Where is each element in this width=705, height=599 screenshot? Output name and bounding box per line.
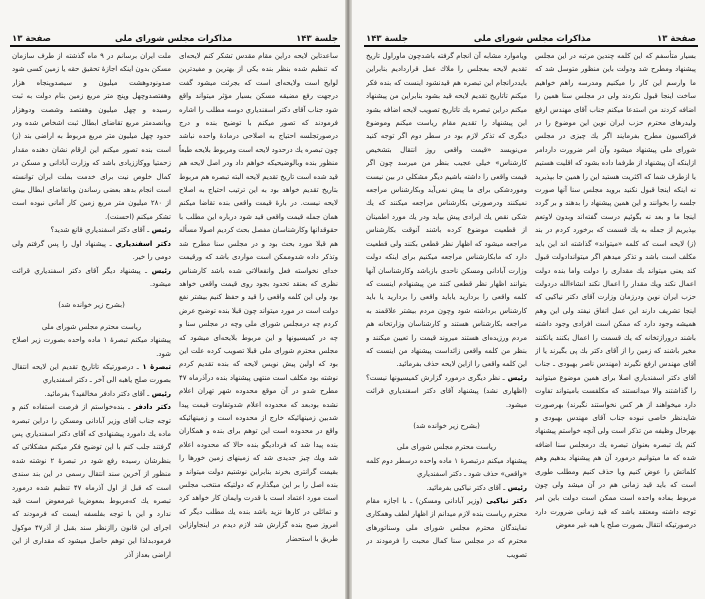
speaker-name: دكتر دادفر: [130, 403, 171, 412]
speaker-paragraph: [366, 372, 527, 412]
centered-heading: (بشرح زير خوانده شد): [413, 421, 480, 430]
speaker-name: رئيس: [149, 226, 171, 235]
speech-text: ـ آقاى دكتر اسفندياري قانع شديد؟: [50, 226, 150, 235]
speaker-name: دكتر اسفندياري: [111, 239, 171, 248]
right-page: [352, 0, 705, 599]
session-label: جلسة ۱۴۳: [366, 34, 408, 44]
page-header: [12, 30, 338, 44]
centered-heading: (بشرح زير خوانده شد): [58, 301, 125, 310]
centered-heading: رياست محترم مجلس شوراى ملى: [41, 322, 142, 331]
speaker-paragraph: [12, 238, 171, 265]
body-paragraph: ملت ايران برسانم در ۹ ماه گذشته از طرف سازمان مسكن بدون اينكه اجازهٔ تحقيق حقه يا زمين كسى شود صدونودوهشت ميليون و سيصدوپنجاه هزار وهفتصدوچهل وپنج متر مربع زمين بنام دولت به ثبت رسيده و چهل ميليون وهفتصد وشصت ودوهزار وپانصدمتر مربع تقاضاى ابطال ثبت اشخاص شده ودر حدود چهل ميليون متر مربع مربوط به اراضى بند (ز) است بنده تصور ميكنم اين ارقام نشان دهنده مقدار زحمتيا ووكاززيادى باشد كه وزارت آبادانى و مسكن در كمال خلوص نيت براى خدمت بملت ايران توانسته است انجام بدهد بعضى رساندن وباتقاضاى ابطال بيش از ۲۸۰ ميليون متر مربع زمين كار آمانى نبوده است تشكر ميكنم (احسنت).: [12, 52, 171, 221]
session-label: جلسة ۱۴۳: [296, 34, 338, 44]
speaker-name: دكتر نياكيى: [482, 497, 527, 505]
body-paragraph: وياموارد مشابه آن انجام گرفته باشدچون ماوراول تاريخ تقديم لايحه بمجلس را ملاك عمل قرارداديم بنابراين بايددرانجام اين تبصره هم قيدنشود اينست كه بنده فكر ميكنم تاتاريخ تقديم لايحه قيد بشود بنابراين من پيشنهاد ميكنم دراين تبصره يك تاتاريخ تصويب لايحه اضافه بشود اين پيشنهاد را تقديم مقام رياست ميكنم وموضوع ديگرى كه تذكر لازم بود در سطر دوم اگر توجه كنيد مى‌نويسد «قيمت واقعى روز انتقال بتشخيص كارشناس» خيلى عجيب بنظر من ميرسد چون اگر قيمت واقعى را داشته باشيم ديگر مشكلى در بين نيست وموردشكى براى ما پيش نمى‌آيد وبكارشناس مراجعه نميكنند ودرصورتى بكارشناس مراجعه ميكنند كه يك شكى نقص يك ايرادى پيش بيايد ودر يك مورد اطمينان از قطعيت موضوع كرده باشند آنوقت بكارشناس مراجعه ميشود كه اظهار نظر قطعى بكنند ولى قطعيت دارد كه مابكارشناس مراجعه ميكنيم براى اينكه دولت وزارت آبادانى ومسكن ناحدى بازباشد وكارشناسان آنها بتوانند اظهار نظر قطعى كنند من پيشنهادم اينست كه كلمه واقعى را برداريد يابايد واقعى را برداريد يا بايد كارشناس برداشته شود وچون مردم بيشتر علاقمند به مراجعه بكارشناس هستند و كارشناسان وزارتخانه هم مردم ورزيده‌اى هستند ميروند قيمت را تعيين ميكنند و بنظر من كلمه واقعى زائداست پيشنهاد من اينست كه اين كلمه واقعى را ازاين لايحه حذف بفرمائيد.: [366, 52, 527, 369]
centered-heading: رياست محترم مجلس شوراى ملى: [396, 443, 497, 452]
page-number: صفحة ۱۳: [12, 34, 51, 44]
header-rule: [364, 45, 698, 47]
speech-text: ـ آقاى دكتر دادفر مخالفيد؟ بفرمائيد.: [44, 389, 150, 398]
left-page: [0, 0, 346, 599]
body-paragraph: ساعدتاين لايحه دراين مقام مقدس تشكر كنم لايحه‌اى كه تنظيم شده بنظر بنده يكى از بهترين و مفيدترين لوايح است ولايحه‌اى است كه بجرئت ميشود گفت درجهت رفع مضيقه مسكن بسيار مؤثر ميتواند واقع شود جناب آقاى دكتر اسفندياري دوسه مطلب را اشاره فرمودند كه تصور ميكنم با توضيح بنده و درج درصورتجلسه احتياج به اصلاحى درمادهٔ واحده نباشد چون تبصره يك درحدود لايحه است ومربوط بلايحه طبعاً منظور بنده وبالوضيحيكه خواهم داد ودر اصل لايحه هم قيد شده است تاريخ تقديم لايحه البته تبصره هم مربوط بتاريخ تقديم خواهد بود به اين ترتيب احتياج به اصلاح لايحه نيست. در بارهٔ قيمت واقعى بنده تقاضا ميكنم همان جمله قيمت واقعى قيد شود درباره اين مطلب با حقوقدانها وكارشناسان مفصل بحث كرديم اصولا مسأله هم قبلا مورد بحث بود و در مجلس سنا مطرح شد وتذكر داده شدوممكن است مواردى باشد كه ورقيمت خداى نخواسته فعل وانفعالاتى شده باشد كارشناس نظرى كه بعنقد تحدود بجود روى قيمت واقعى خواهد بود ولى اين كلمه واقعى را قيد و حفظ كنيم بيشتر نفع دولت است در مورد ميتواند چون قبلا بنده توضيح عرض كردم چه درمجلس شوراى ملى وچه در مجلس سنا و چه در كميسيونها و اين مربوط بلايحه‌اى ميشود كه مجلس محترم شوراى ملى قبلا تصويب كرده علت اين بود كه اولين پيش نويس لايحه كه بنده تقديم كردم نوشته بود مكلف است منتهى پيشنهاد بنده درآذرماه ۴۷ مطرح شدو در آن موقع محدوده شهر تهران اعلام نشده بودبعد كه محدوده اعلام شدوتفاوت قيمت پيدا شدبين زمينهائيكه خارج از محدوده است و زمينهائيكه واقع در محدوده است اين توهم براى بنده و همكاران بنده پيدا شد كه فرداديگو بنده حالا كه محدوده اعلام شد ويك چيز جديدى شد كه زمينهاى زمين خورها را بقيمت گرانترى بخرند بنابراين نوشتيم دولت ميتواند و بنده اصل را بر اين ميگذارم كه دولتيكه منتخب مجلس است مورد اعتماد است با قدرت وايمان كار خواهد كرد و تمائلى در كارها نزيد باشد بنده يك مطلب ديگر كه امروز صبح بنده گزارش شد لازم ديدم در اينجاوازاين طريق با استحضار: [179, 52, 338, 543]
left-column: [366, 50, 527, 562]
speaker-name: رئيس: [149, 389, 171, 398]
body-paragraph: پيشنهاد ميكنم درتبصرهٔ ۱ ماده واحده درسطر دوم كلمه «واقعى» حذف شود ـ دكتر اسفندياري: [366, 456, 527, 479]
page-number: صفحة ۱۳: [657, 34, 696, 44]
left-column: [12, 50, 171, 562]
right-column: [535, 50, 696, 562]
speaker-paragraph: [12, 265, 171, 292]
body-paragraph: پيشنهاد ميكنم تبصرهٔ ۱ ماده واحده بصورت زير اصلاح شود.: [12, 336, 171, 358]
text-columns: [12, 50, 338, 562]
speaker-paragraph: [12, 224, 171, 237]
running-title: مذاكرات مجلس شوراى ملى: [114, 34, 233, 44]
speaker-paragraph: [12, 361, 171, 388]
speaker-name: تبصرهٔ ۱: [138, 362, 171, 371]
speech-text: ـ پيشنهاد اول را پس گرفتم ولى دومى را خير.: [12, 239, 171, 262]
text-columns: [366, 50, 696, 562]
body-paragraph: بسيار متأسفم كه اين كلمه چندين مرتبه در اين مجلس پيشنهاد ومطرح شد ودولت باين منظور متوسل شد كه ما وارسم اين كار را ميكنيم ومدرسه راهم خواهيم ساخت اينجا قبول نكردند ولى در مجلس سنا همين را اضافه كردند من استدعا ميكنم جناب آقاى مهندس ارفع وليدرهاى محترم حزب ايران نوين اين موضوع را در فراكسيون مطرح بفرمايند اگر يك چيزى در مجلس شوراى ملى پيشنهاد ميشود وآن امر ضرورت داردامر ازاينكه آن پيشنهاد از طرفما داده بشود كه اقليت هستيم يا ازطرف شما كه اكثريت هستيد اين را همين جا بپذيريد نه اينكه اينجا قبول نكنيد برويد مجلس سنا آنها صورت جلسه را بخوانند و اين همين پيشنهاد را بدهند و بر گردد اينجا ما و بعد نه بگوئيم درست گفته‌اند وبدون لاوتعم بپذيريم از جمله به يك قسمت كه برخورد كردم در بند (ز) لايحه است كه كلمه «ميتواند» گذاشته اند اين بايد مكلف است باشد و تذكر ميدهم اگر ميتواندادولت قبول كند يعنى ميتواند يك مقدارى را دولت واما بنده دولت اعمال نكند ويك مقدار را اعمال نكند انشاءالله دردولت حزب ايران نوين ودرزمان وزارت آقاى دكتر نياكيى كه اينجا تشريف دارند اين عمل اتفاق نيفتد ولى اين وهم هميشه وجود دارد كه ممكن است افرادى وجود داشته باشند درورازتخانه كه يك قسمت را اعمال بكنند يانكنند مخير باشند كه زمين را از آقاى دكتر بك پى بگيرند يا از آقاى مهندس ارفع نگيرند (مهندس ناصر بهبودى ـ جناب آقاى دكتر اسفندياري اصلا براى همين موضوع ميتوانيد را گذاشتند والا ميدانستند كه مكلفست باميتواند تفاوت دارد ميخواهند از هر كس نخواستند نگيرند) بهرصورت شايدنظر خاصى نبوده جناب آقاى مهندس بهبودى و بهرحال وظيفه من تذكر است ولى آنچه خواستم پيشنهاد كنم يك تبصره بعنوان تبصره يك درمجلس سنا اضافه شده كه ما ميتوانيم درمورد آن هم پيشنهاد بدهيم وهم كلماتش را عوض كنيم ويا حذف كنيم ومطلب طورى است كه بايد قيد زمانى هم در آن ميشد ولى چون مربوط بماده واحده است ممكن است دولت باين امر توجه داشته ومعتقد باشد كه قيد زمانى ضرورت دارد درصورتيكه انتقال بصورت صلح يا هبه غير معوض: [535, 52, 696, 530]
running-title: مذاكرات مجلس شوراى ملى: [473, 34, 592, 44]
speech-text: ـ آقاى دكتر نياكيى بفرمائيد.: [426, 483, 506, 492]
speech-text: ـ بنده‌خواستم از فرصت استفاده كنم و توجه جناب آقاى وزير آبادانى ومسكن را دراين تبصره ماده يك دامورد پيشنهادى كه آقاى دكتر اسفندياري پس گرفتند جلب كنم با اين توضيح فكر ميكنم مشكلاتى كه بنظرشان رسيده رفع شود در تبصرهٔ ۲ نوشته شده منظور از آخرين سند انتقال رسمى در اين بند سندى است كه قبل از اول آذرماه ۴۷ تنظيم شده درمورد تبصره يك كه‌مربوط بمعوض‌يا غيرمعوض است قيد ندارد و اين با توجه بفلسفه ايست كه فرمودند كه اجراى اين قانون راازنظر سند بقبل از آذر۴۷ موكول فرمودبدلذا اين توهم حاصل ميشود كه مقدارى از اين اراضى بعداز آذر: [12, 403, 171, 559]
speech-text: (وزير آبادانى ومسكن) ـ با اجازه مقام محترم رياست بنده لازم ميدانم از اظهار لطف وهمكارى نمايندگان محترم مجلس شوراى ملى وسناتورهاى محترم كه در مجلس سنا كمال محبت را فرمودند در تصويب: [366, 497, 527, 559]
speaker-name: رئيس: [147, 266, 171, 275]
speech-text: ـ پيشنهاد ديگر آقاى دكتر اسفندياري قرائت ميشود.: [12, 266, 171, 288]
speaker-name: رئيس: [504, 373, 527, 382]
speaker-paragraph: [366, 482, 527, 495]
right-column: [179, 50, 338, 562]
speaker-paragraph: [12, 401, 171, 562]
speaker-paragraph: [366, 495, 527, 562]
speaker-paragraph: [12, 388, 171, 401]
header-rule: [10, 45, 340, 47]
speech-text: ـ درصورتيكه تاتاريخ تقديم اين لايحه انتقال بصورت صلح ياهبه الى آخر ـ دكتر اسفندياري: [12, 362, 171, 385]
speech-text: ـ نظر ديگرى درمورد گزارش كميسيونها نيست؟ (اظهارى نشد) پيشنهاد آقاى دكتر اسفندياري قرائت ميشود.: [366, 373, 527, 409]
page-header: [366, 30, 696, 44]
speaker-name: رئيس: [505, 483, 527, 492]
